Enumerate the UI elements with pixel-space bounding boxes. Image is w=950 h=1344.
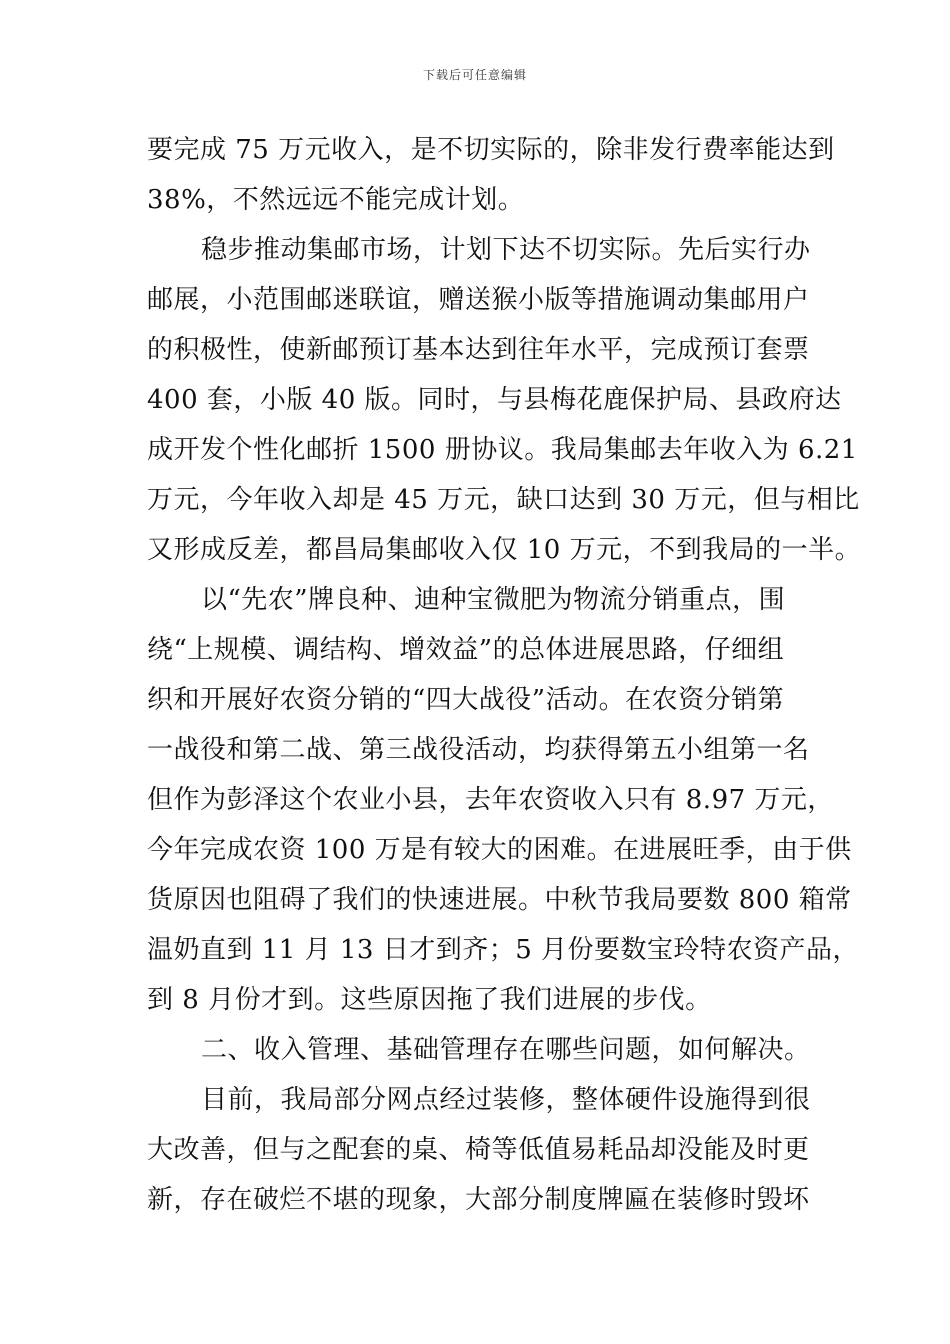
text-line: 货原因也阻碍了我们的快速进展。中秋节我局要数 800 箱常 xyxy=(147,885,852,915)
text-line: 38%，不然远远不能完成计划。 xyxy=(147,185,525,215)
text-line: 到 8 月份才到。这些原因拖了我们进展的步伐。 xyxy=(147,985,712,1015)
text-line: 温奶直到 11 月 13 日才到齐；5 月份要数宝玲特农资产品， xyxy=(147,935,860,965)
text-line: 但作为彭泽这个农业小县，去年农资收入只有 8.97 万元， xyxy=(147,785,834,815)
text-line: 邮展，小范围邮迷联谊，赠送猴小版等措施调动集邮用户 xyxy=(147,285,810,315)
text-line: 绕“上规模、调结构、增效益”的总体进展思路，仔细组 xyxy=(147,635,785,665)
paragraph-start-line: 目前，我局部分网点经过装修，整体硬件设施得到很 xyxy=(201,1085,811,1115)
text-line: 400 套，小版 40 版。同时，与县梅花鹿保护局、县政府达 xyxy=(147,385,842,415)
text-line: 又形成反差，都昌局集邮收入仅 10 万元，不到我局的一半。 xyxy=(147,535,862,565)
paragraph-start-line: 以“先农”牌良种、迪种宝微肥为物流分销重点，围 xyxy=(201,585,786,615)
text-line: 成开发个性化邮折 1500 册协议。我局集邮去年收入为 6.21 xyxy=(147,435,858,465)
text-line: 大改善，但与之配套的桌、椅等低值易耗品却没能及时更 xyxy=(147,1135,810,1165)
text-line: 织和开展好农资分销的“四大战役”活动。在农资分销第 xyxy=(147,685,785,715)
text-line: 新，存在破烂不堪的现象，大部分制度牌匾在装修时毁坏 xyxy=(147,1185,810,1215)
text-line: 今年完成农资 100 万是有较大的困难。在进展旺季，由于供 xyxy=(147,835,852,865)
text-line: 万元，今年收入却是 45 万元，缺口达到 30 万元，但与相比 xyxy=(147,485,860,515)
text-line: 一战役和第二战、第三战役活动，均获得第五小组第一名 xyxy=(147,735,810,765)
section-heading-line: 二、收入管理、基础管理存在哪些问题，如何解决。 xyxy=(201,1035,811,1065)
document-body xyxy=(147,128,862,1228)
page-header: 下载后可任意编辑 xyxy=(422,68,527,82)
text-line: 要完成 75 万元收入，是不切实际的，除非发行费率能达到 xyxy=(147,135,835,165)
text-line: 的积极性，使新邮预订基本达到往年水平，完成预订套票 xyxy=(147,335,810,365)
paragraph-start-line: 稳步推动集邮市场，计划下达不切实际。先后实行办 xyxy=(201,235,811,265)
